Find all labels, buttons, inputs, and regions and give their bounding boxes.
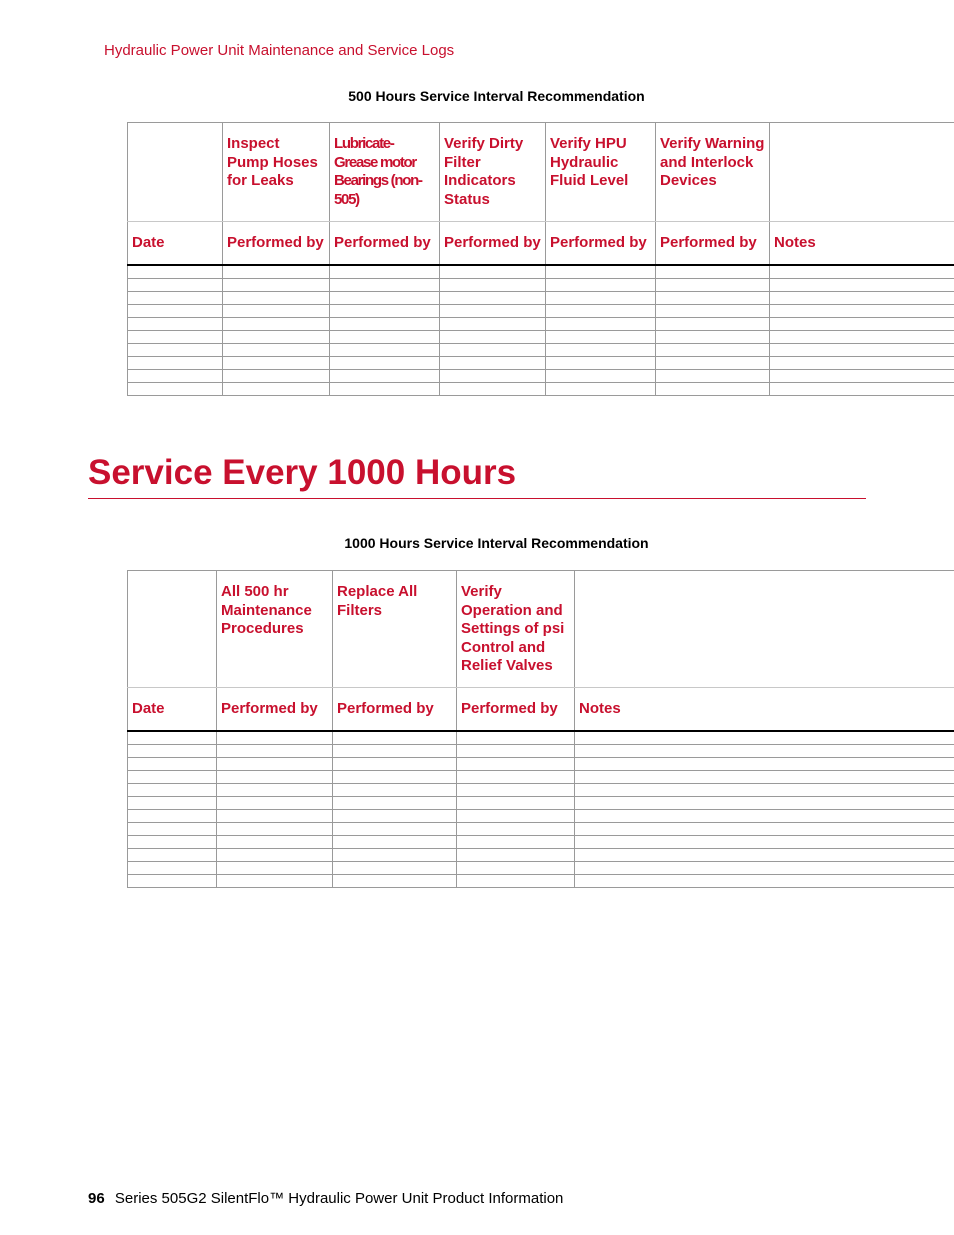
- table-row[interactable]: [128, 369, 954, 382]
- column-label-date: Date: [128, 222, 223, 265]
- table-row[interactable]: [128, 731, 954, 745]
- column-label-notes: Notes: [770, 222, 954, 265]
- table-row[interactable]: [128, 809, 954, 822]
- section-rule: [88, 498, 866, 499]
- column-label-notes: Notes: [575, 688, 954, 731]
- column-label-performed-by: Performed by: [440, 222, 546, 265]
- column-label-performed-by: Performed by: [656, 222, 770, 265]
- entry-rows: [128, 731, 954, 888]
- table-row[interactable]: [128, 770, 954, 783]
- table-row[interactable]: [128, 796, 954, 809]
- table-row[interactable]: [128, 783, 954, 796]
- table-500-caption: 500 Hours Service Interval Recommendation: [348, 88, 645, 104]
- task-header-empty: [128, 123, 223, 222]
- table-row[interactable]: [128, 278, 954, 291]
- table-1000-caption: 1000 Hours Service Interval Recommendation: [344, 535, 649, 551]
- column-label-performed-by: Performed by: [546, 222, 656, 265]
- lubricate-label: Lubricate-Grease motor Bearings (non-505): [334, 135, 422, 208]
- column-label-performed-by: Performed by: [457, 688, 575, 731]
- column-label-performed-by: Performed by: [333, 688, 457, 731]
- running-header: Hydraulic Power Unit Maintenance and Service Logs: [104, 42, 455, 59]
- task-header-all-500hr-procedures: All 500 hr Maintenance Procedures: [217, 571, 333, 688]
- page-number: 96: [88, 1190, 105, 1207]
- task-header-replace-filters: Replace All Filters: [333, 571, 457, 688]
- table-row[interactable]: [128, 356, 954, 369]
- task-header-notes-empty: [770, 123, 954, 222]
- table-row[interactable]: [128, 291, 954, 304]
- log-table-500: [127, 122, 954, 396]
- table-row[interactable]: [128, 382, 954, 395]
- table-row[interactable]: [128, 835, 954, 848]
- task-header-inspect-pump-hoses: Inspect Pump Hoses for Leaks: [223, 123, 330, 222]
- task-header-verify-dirty-filter: Verify Dirty Filter Indicators Status: [440, 123, 546, 222]
- table-row[interactable]: [128, 822, 954, 835]
- task-header-notes-empty: [575, 571, 954, 688]
- table-row[interactable]: [128, 343, 954, 356]
- table-row[interactable]: [128, 317, 954, 330]
- task-header-verify-relief-valves: Verify Operation and Settings of psi Control and Relief Valves: [457, 571, 575, 688]
- column-label-date: Date: [128, 688, 217, 731]
- footer-text: Series 505G2 SilentFlo™ Hydraulic Power Unit Product Information: [114, 1190, 564, 1207]
- task-header-empty: [128, 571, 217, 688]
- table-row[interactable]: [128, 861, 954, 874]
- entry-rows: [128, 265, 954, 396]
- task-header-verify-fluid-level: Verify HPU Hydraulic Fluid Level: [546, 123, 656, 222]
- log-table-1000: [127, 570, 954, 888]
- column-label-performed-by: Performed by: [330, 222, 440, 265]
- table-row[interactable]: [128, 330, 954, 343]
- task-header-verify-warning-devices: Verify Warning and Interlock Devices: [656, 123, 770, 222]
- table-row[interactable]: [128, 265, 954, 279]
- task-header-lubricate-bearings: [330, 123, 440, 222]
- table-row[interactable]: [128, 848, 954, 861]
- table-row[interactable]: [128, 874, 954, 887]
- table-row[interactable]: [128, 304, 954, 317]
- section-title: Service Every 1000 Hours: [88, 453, 517, 492]
- column-label-performed-by: Performed by: [223, 222, 330, 265]
- table-row[interactable]: [128, 744, 954, 757]
- page-footer: [88, 1190, 563, 1207]
- table-row[interactable]: [128, 757, 954, 770]
- column-label-performed-by: Performed by: [217, 688, 333, 731]
